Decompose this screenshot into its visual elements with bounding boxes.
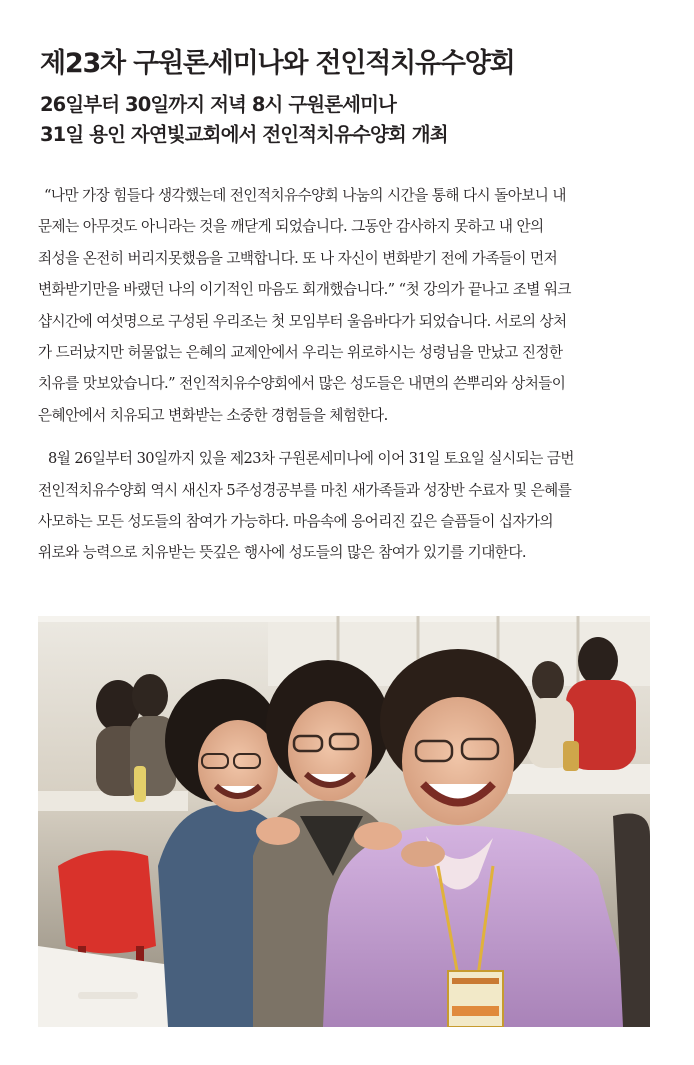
article-line: 사모하는 모든 성도들의 참여가 가능하다. 마음속에 응어리진 깊은 슬픔들이 십자가의 — [38, 513, 554, 531]
article-paragraph-1 — [38, 180, 650, 431]
article-line: 전인적치유수양회 역시 새신자 5주성경공부를 마친 새가족들과 성장반 수료자 및 은혜를 — [38, 481, 572, 499]
photo-red-chair — [58, 850, 156, 953]
photo-table — [508, 764, 650, 794]
article-line: “나만 가장 힘들다 생각했는데 전인적치유수양회 나눔의 시간을 통해 다시 돌아보니 내 — [44, 187, 566, 204]
article-line: 문제는 아무것도 아니라는 것을 깨닫게 되었습니다. 그동안 감사하지 못하고 내 안의 — [38, 218, 544, 236]
article-line: 죄성을 온전히 버리지못했음을 고백합니다. 또 나 자신이 변화받기 전에 가족들이 먼저 — [38, 249, 558, 267]
article-line: 은혜안에서 치유되고 변화받는 소중한 경험들을 체험한다. — [38, 406, 388, 424]
article-body — [38, 180, 650, 569]
article-line: 치유를 맛보았습니다.” 전인적치유수양회에서 많은 성도들은 내면의 쓴뿌리와 상처들이 — [38, 375, 566, 393]
photo-illustration — [38, 616, 650, 1027]
article-line: 위로와 능력으로 치유받는 뜻깊은 행사에 성도들의 많은 참여가 있기를 기대한다. — [38, 544, 526, 562]
article-line: 8월 26일부터 30일까지 있을 제23차 구원론세미나에 이어 31일 토요일 실시되는 금번 — [48, 450, 574, 468]
article-photo — [38, 616, 650, 1027]
article-headline: 제23차 구원론세미나와 전인적치유수양회 — [40, 48, 515, 79]
article-line: 샵시간에 여섯명으로 구성된 우리조는 첫 모임부터 울음바다가 되었습니다. 서로의 상처 — [38, 312, 567, 330]
article-subheadline-line-2: 31일 용인 자연빛교회에서 전인적치유수양회 개최 — [40, 123, 448, 146]
article-paragraph-2 — [38, 443, 650, 569]
article-subheadline-line-1: 26일부터 30일까지 저녁 8시 구원론세미나 — [40, 93, 396, 116]
article-line: 변화받기만을 바랬던 나의 이기적인 마음도 회개했습니다.” “첫 강의가 끝나고 조별 워크 — [38, 281, 571, 299]
article-line: 가 드러났지만 허물없는 은혜의 교제안에서 우리는 위로하시는 성령님을 만났고 진정한 — [38, 344, 563, 362]
